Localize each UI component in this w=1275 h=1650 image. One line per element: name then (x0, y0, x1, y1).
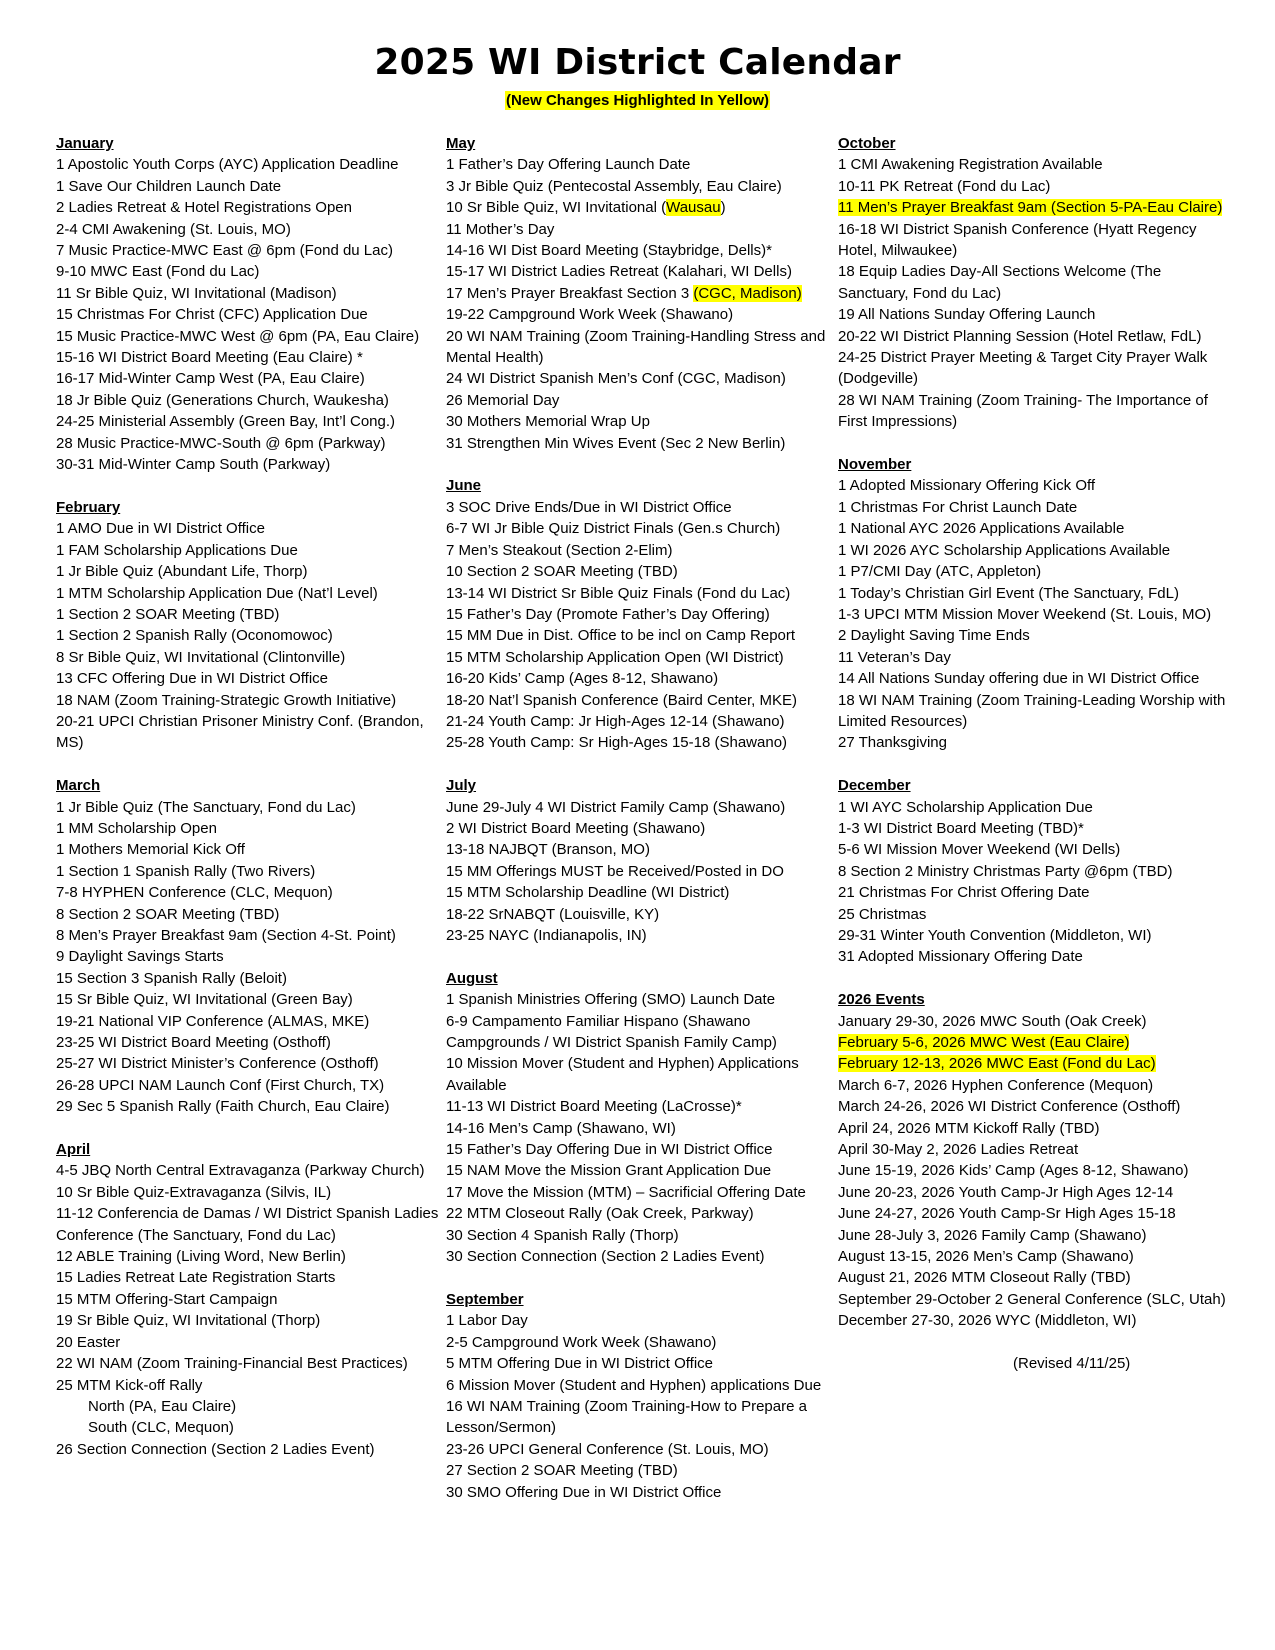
event-line: 16-18 WI District Spanish Conference (Hyatt Regency Hotel, Milwaukee) (838, 220, 1197, 260)
event-line: 30 SMO Offering Due in WI District Office (446, 1483, 722, 1501)
event-line: 15 Sr Bible Quiz, WI Invitational (Green Bay) (56, 991, 353, 1009)
event-line: 28 Music Practice-MWC-South @ 6pm (Parkway) (56, 434, 386, 452)
event-line: 20-21 UPCI Christian Prisoner Ministry Conf. (Brandon, MS) (56, 712, 424, 752)
month-heading: August (446, 969, 498, 987)
month-section-september (446, 1289, 836, 1503)
event-line: 20-22 WI District Planning Session (Hotel Retlaw, FdL) (838, 327, 1202, 345)
event-line: 6-9 Campamento Familiar Hispano (Shawano Campgrounds / WI District Spanish Family Camp) (446, 1012, 777, 1052)
event-line: 15 MM Due in Dist. Office to be incl on Camp Report (446, 627, 796, 645)
event-line: 8 Men’s Prayer Breakfast 9am (Section 4-St. Point) (56, 927, 396, 944)
event-line: 1 Christmas For Christ Launch Date (838, 498, 1078, 516)
event-line: 31 Strengthen Min Wives Event (Sec 2 New Berlin) (446, 434, 786, 452)
event-line: 15 MM Offerings MUST be Received/Posted in DO (446, 862, 784, 880)
event-line: 1 Spanish Ministries Offering (SMO) Launch Date (446, 991, 776, 1009)
event-line: 12 ABLE Training (Living Word, New Berlin) (56, 1248, 346, 1266)
event-line: 23-25 WI District Board Meeting (Osthoff) (56, 1034, 331, 1052)
event-line: 10 Sr Bible Quiz-Extravaganza (Silvis, IL) (56, 1183, 332, 1201)
event-line: 25-27 WI District Minister’s Conference (Osthoff) (56, 1055, 379, 1073)
event-line: 15 MTM Scholarship Application Open (WI District) (446, 648, 784, 666)
event-line: 7-8 HYPHEN Conference (CLC, Mequon) (56, 884, 333, 902)
month-section-march (56, 775, 441, 1118)
event-line: 1 Jr Bible Quiz (Abundant Life, Thorp) (56, 563, 308, 581)
event-line: 22 WI NAM (Zoom Training-Financial Best Practices) (56, 1355, 408, 1373)
calendar-column-3 (838, 133, 1228, 1396)
event-line: June 20-23, 2026 Youth Camp-Jr High Ages 12-14 (838, 1183, 1174, 1201)
event-line: 8 Section 2 SOAR Meeting (TBD) (56, 905, 280, 923)
event-line: 15 MTM Offering-Start Campaign (56, 1290, 278, 1308)
event-line: 4-5 JBQ North Central Extravaganza (Parkway Church) (56, 1162, 425, 1180)
event-line: 1 Mothers Memorial Kick Off (56, 841, 245, 859)
event-line: 1 Today’s Christian Girl Event (The Sanctuary, FdL) (838, 584, 1179, 602)
event-line: 1-3 UPCI MTM Mission Mover Weekend (St. Louis, MO) (838, 605, 1212, 623)
event-line: 1 WI AYC Scholarship Application Due (838, 798, 1093, 816)
event-line: 21-24 Youth Camp: Jr High-Ages 12-14 (Shawano) (446, 712, 785, 730)
highlighted-change: Wausau (666, 199, 721, 217)
event-line: December 27-30, 2026 WYC (Middleton, WI) (838, 1312, 1137, 1330)
event-line: April 30-May 2, 2026 Ladies Retreat (838, 1141, 1079, 1159)
event-line: 16 WI NAM Training (Zoom Training-How to Prepare a Lesson/Sermon) (446, 1397, 807, 1437)
event-line: 26-28 UPCI NAM Launch Conf (First Church, TX) (56, 1076, 385, 1094)
event-line: 1 AMO Due in WI District Office (56, 520, 265, 538)
event-line (838, 1032, 1228, 1053)
event-line: 18 WI NAM Training (Zoom Training-Leading Worship with Limited Resources) (838, 691, 1226, 730)
month-section-2026-events (838, 989, 1228, 1374)
event-line: September 29-October 2 General Conference (SLC, Utah) (838, 1290, 1226, 1308)
event-line: 27 Thanksgiving (838, 734, 947, 752)
event-line: 13-18 NAJBQT (Branson, MO) (446, 841, 650, 859)
month-section-may (446, 133, 836, 454)
event-line: 15 Christmas For Christ (CFC) Application Due (56, 306, 368, 324)
event-line: 15 Father’s Day Offering Due in WI District Office (446, 1141, 773, 1159)
event-line: 30 Section Connection (Section 2 Ladies Event) (446, 1248, 765, 1266)
event-line: 23-26 UPCI General Conference (St. Louis, MO) (446, 1440, 769, 1458)
event-line: 5-6 WI Mission Mover Weekend (WI Dells) (838, 841, 1121, 859)
event-line: 1 MTM Scholarship Application Due (Nat’l Level) (56, 584, 378, 602)
highlighted-change: 11 Men’s Prayer Breakfast 9am (Section 5-PA-Eau Claire) (838, 199, 1223, 217)
event-line: 9 Daylight Savings Starts (56, 948, 224, 966)
event-line: 16-20 Kids’ Camp (Ages 8-12, Shawano) (446, 670, 719, 688)
event-line: 14 All Nations Sunday offering due in WI District Office (838, 670, 1200, 688)
event-line: 13 CFC Offering Due in WI District Office (56, 670, 329, 688)
event-line: April 24, 2026 MTM Kickoff Rally (TBD) (838, 1119, 1100, 1137)
event-line: 16-17 Mid-Winter Camp West (PA, Eau Claire) (56, 370, 365, 388)
event-line: 9-10 MWC East (Fond du Lac) (56, 263, 260, 281)
month-section-december (838, 775, 1228, 968)
month-heading: December (838, 777, 911, 795)
event-line: 22 MTM Closeout Rally (Oak Creek, Parkway) (446, 1205, 754, 1223)
event-line: 10 Section 2 SOAR Meeting (TBD) (446, 563, 678, 581)
event-line: 21 Christmas For Christ Offering Date (838, 884, 1090, 902)
event-line: June 24-27, 2026 Youth Camp-Sr High Ages 15-18 (838, 1205, 1176, 1223)
month-heading: October (838, 135, 896, 152)
event-line: 19 All Nations Sunday Offering Launch (838, 306, 1096, 324)
highlighted-change: February 12-13, 2026 MWC East (Fond du Lac) (838, 1055, 1156, 1073)
event-line: 10 Sr Bible Quiz, WI Invitational (Wausau) (446, 199, 726, 217)
event-line (838, 197, 1228, 218)
event-line: 1 MM Scholarship Open (56, 819, 217, 837)
event-line: 1-3 WI District Board Meeting (TBD)* (838, 819, 1084, 837)
month-section-august (446, 968, 836, 1268)
event-line: 19-21 National VIP Conference (ALMAS, MKE) (56, 1012, 370, 1030)
month-heading: January (56, 135, 114, 152)
event-line: August 21, 2026 MTM Closeout Rally (TBD) (838, 1269, 1131, 1287)
event-line: 1 FAM Scholarship Applications Due (56, 541, 298, 559)
event-line: 1 CMI Awakening Registration Available (838, 156, 1103, 174)
event-line: 18 Jr Bible Quiz (Generations Church, Waukesha) (56, 391, 389, 409)
event-line: 8 Sr Bible Quiz, WI Invitational (Clintonville) (56, 648, 346, 666)
month-heading: September (446, 1290, 524, 1308)
event-line: 20 WI NAM Training (Zoom Training-Handling Stress and Mental Health) (446, 327, 826, 367)
event-line: 1 Father’s Day Offering Launch Date (446, 156, 691, 174)
event-line: 30 Mothers Memorial Wrap Up (446, 413, 650, 431)
highlighted-change: February 5-6, 2026 MWC West (Eau Claire) (838, 1034, 1130, 1052)
event-line: 15 Section 3 Spanish Rally (Beloit) (56, 969, 287, 987)
event-line: 13-14 WI District Sr Bible Quiz Finals (Fond du Lac) (446, 584, 791, 602)
month-heading: May (446, 135, 476, 152)
event-line: 18 Equip Ladies Day-All Sections Welcome (The Sanctuary, Fond du Lac) (838, 263, 1162, 302)
event-line: 29 Sec 5 Spanish Rally (Faith Church, Eau Claire) (56, 1098, 390, 1116)
month-heading: July (446, 777, 477, 795)
event-line: 3 SOC Drive Ends/Due in WI District Office (446, 498, 732, 516)
event-line (838, 1053, 1228, 1074)
event-line: 8 Section 2 Ministry Christmas Party @6pm (TBD) (838, 862, 1173, 880)
month-section-july (446, 775, 836, 946)
month-section-february (56, 497, 441, 754)
month-heading: November (838, 456, 912, 474)
event-line: 19 Sr Bible Quiz, WI Invitational (Thorp) (56, 1312, 321, 1330)
event-line: 24 WI District Spanish Men’s Conf (CGC, Madison) (446, 370, 786, 388)
event-line: 14-16 WI Dist Board Meeting (Staybridge, Dells)* (446, 242, 772, 260)
event-line: 1 P7/CMI Day (ATC, Appleton) (838, 563, 1042, 581)
event-line: 2 WI District Board Meeting (Shawano) (446, 819, 706, 837)
event-line: June 15-19, 2026 Kids’ Camp (Ages 8-12, Shawano) (838, 1162, 1189, 1180)
event-line: 15 NAM Move the Mission Grant Application Due (446, 1162, 772, 1180)
event-line: 19-22 Campground Work Week (Shawano) (446, 306, 734, 324)
event-line: 15 Music Practice-MWC West @ 6pm (PA, Eau Claire) (56, 327, 420, 345)
event-line: 2 Ladies Retreat & Hotel Registrations Open (56, 199, 352, 217)
event-line: 27 Section 2 SOAR Meeting (TBD) (446, 1462, 678, 1480)
event-line: August 13-15, 2026 Men’s Camp (Shawano) (838, 1248, 1134, 1266)
event-line: 31 Adopted Missionary Offering Date (838, 948, 1083, 966)
month-heading: 2026 Events (838, 991, 925, 1009)
month-section-january (56, 133, 441, 476)
event-line: 24-25 Ministerial Assembly (Green Bay, Int’l Cong.) (56, 413, 396, 431)
event-line: March 24-26, 2026 WI District Conference (Osthoff) (838, 1098, 1181, 1116)
month-section-april (56, 1139, 441, 1460)
event-line: 2-5 Campground Work Week (Shawano) (446, 1333, 717, 1351)
event-line: 17 Men’s Prayer Breakfast Section 3 (CGC, Madison) (446, 284, 802, 302)
event-line: 1 WI 2026 AYC Scholarship Applications Available (838, 541, 1171, 559)
event-line: South (CLC, Mequon) (88, 1419, 234, 1437)
page-title: 2025 WI District Calendar (374, 42, 901, 83)
event-line: 1 Save Our Children Launch Date (56, 177, 282, 195)
event-line: 1 Adopted Missionary Offering Kick Off (838, 477, 1096, 495)
event-line: 15-17 WI District Ladies Retreat (Kalahari, WI Dells) (446, 263, 792, 281)
event-line: 15-16 WI District Board Meeting (Eau Claire) * (56, 349, 363, 367)
revised-date: (Revised 4/11/25) (1013, 1355, 1131, 1373)
event-line: June 29-July 4 WI District Family Camp (Shawano) (446, 798, 786, 816)
month-section-october (838, 133, 1228, 433)
event-line: 3 Jr Bible Quiz (Pentecostal Assembly, Eau Claire) (446, 177, 782, 195)
event-line: North (PA, Eau Claire) (88, 1397, 237, 1415)
event-line: 14-16 Men’s Camp (Shawano, WI) (446, 1119, 676, 1137)
event-line: 7 Men’s Steakout (Section 2-Elim) (446, 541, 673, 559)
event-line: 1 National AYC 2026 Applications Available (838, 520, 1125, 538)
calendar-column-1 (56, 133, 441, 1482)
event-line: 1 Section 2 SOAR Meeting (TBD) (56, 605, 280, 623)
event-line: 10 Mission Mover (Student and Hyphen) Applications Available (446, 1055, 799, 1094)
event-line: 11 Veteran’s Day (838, 648, 951, 666)
event-line: 6 Mission Mover (Student and Hyphen) applications Due (446, 1376, 822, 1394)
event-line: 18-22 SrNABQT (Louisville, KY) (446, 905, 660, 923)
event-line: 10-11 PK Retreat (Fond du Lac) (838, 177, 1051, 195)
event-line: June 28-July 3, 2026 Family Camp (Shawano) (838, 1226, 1147, 1244)
event-line: 23-25 NAYC (Indianapolis, IN) (446, 927, 647, 944)
event-line: 30-31 Mid-Winter Camp South (Parkway) (56, 456, 331, 474)
month-heading: April (56, 1141, 91, 1159)
event-line: 18-20 Nat’l Spanish Conference (Baird Center, MKE) (446, 691, 798, 709)
event-line: 15 MTM Scholarship Deadline (WI District) (446, 884, 730, 902)
event-line: 25 Christmas (838, 905, 927, 923)
event-line: 11 Sr Bible Quiz, WI Invitational (Madison) (56, 284, 337, 302)
month-section-june (446, 475, 836, 753)
calendar-column-2 (446, 133, 836, 1524)
month-heading: February (56, 498, 121, 516)
event-line: 18 NAM (Zoom Training-Strategic Growth Initiative) (56, 691, 397, 709)
subtitle-wrap (0, 91, 1275, 110)
event-line: 26 Section Connection (Section 2 Ladies Event) (56, 1440, 375, 1458)
event-line: March 6-7, 2026 Hyphen Conference (Mequon) (838, 1076, 1154, 1094)
event-line: 28 WI NAM Training (Zoom Training- The Importance of First Impressions) (838, 391, 1208, 431)
month-section-november (838, 454, 1228, 754)
event-line: 2-4 CMI Awakening (St. Louis, MO) (56, 220, 291, 238)
event-line: 15 Father’s Day (Promote Father’s Day Offering) (446, 605, 770, 623)
event-line: January 29-30, 2026 MWC South (Oak Creek) (838, 1012, 1147, 1030)
event-line: 1 Labor Day (446, 1312, 528, 1330)
month-heading: March (56, 777, 101, 795)
event-line: 1 Section 1 Spanish Rally (Two Rivers) (56, 862, 316, 880)
page-subtitle: (New Changes Highlighted In Yellow) (505, 92, 770, 109)
event-line: 6-7 WI Jr Bible Quiz District Finals (Gen.s Church) (446, 520, 781, 538)
event-line: 11-13 WI District Board Meeting (LaCrosse)* (446, 1098, 742, 1116)
highlighted-change: (CGC, Madison) (693, 284, 802, 302)
event-line: 7 Music Practice-MWC East @ 6pm (Fond du Lac) (56, 242, 393, 260)
event-line: 15 Ladies Retreat Late Registration Starts (56, 1269, 336, 1287)
event-line: 20 Easter (56, 1333, 121, 1351)
event-line: 5 MTM Offering Due in WI District Office (446, 1355, 714, 1373)
event-line: 25-28 Youth Camp: Sr High-Ages 15-18 (Shawano) (446, 734, 788, 752)
event-line: 17 Move the Mission (MTM) – Sacrificial Offering Date (446, 1183, 806, 1201)
event-line: 24-25 District Prayer Meeting & Target City Prayer Walk (Dodgeville) (838, 349, 1208, 388)
event-line: 29-31 Winter Youth Convention (Middleton, WI) (838, 927, 1152, 944)
event-line: 1 Jr Bible Quiz (The Sanctuary, Fond du Lac) (56, 798, 356, 816)
event-line: 2 Daylight Saving Time Ends (838, 627, 1030, 645)
event-line: 26 Memorial Day (446, 391, 560, 409)
event-line: 11 Mother’s Day (446, 220, 555, 238)
event-line: 1 Apostolic Youth Corps (AYC) Application Deadline (56, 156, 399, 174)
month-heading: June (446, 477, 482, 495)
event-line: 25 MTM Kick-off Rally (56, 1376, 203, 1394)
event-line: 11-12 Conferencia de Damas / WI District Spanish Ladies Conference (The Sanctuary, Fond du Lac) (56, 1205, 439, 1244)
event-line: 30 Section 4 Spanish Rally (Thorp) (446, 1226, 679, 1244)
event-line: 1 Section 2 Spanish Rally (Oconomowoc) (56, 627, 333, 645)
